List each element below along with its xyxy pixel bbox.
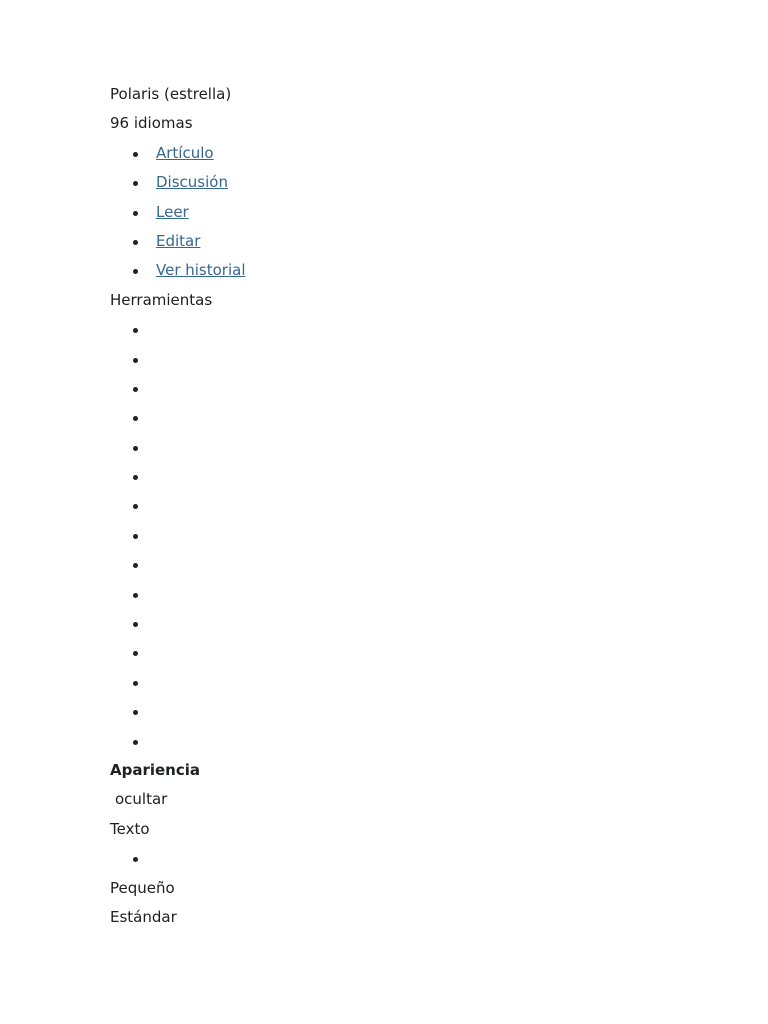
tab-read[interactable]: Leer [156, 202, 189, 221]
page-title: Polaris (estrella) [110, 85, 232, 103]
tools-list [110, 316, 710, 757]
nav-tab-item [110, 257, 710, 286]
text-size-small-option[interactable]: Pequeño [110, 878, 175, 897]
tools-list-item [110, 346, 710, 375]
nav-tab-item [110, 228, 710, 257]
tools-list-item [110, 316, 710, 345]
tools-list-item [110, 404, 710, 433]
nav-tabs-list [110, 140, 710, 287]
tools-list-item [110, 463, 710, 492]
tools-list-item [110, 698, 710, 727]
nav-tab-item [110, 199, 710, 228]
tab-history[interactable]: Ver historial [156, 261, 246, 280]
tools-list-item [110, 610, 710, 639]
tools-list-item [110, 639, 710, 668]
tools-list-item [110, 492, 710, 521]
tools-list-item [110, 434, 710, 463]
nav-tab-item [110, 169, 710, 198]
nav-tab-item [110, 140, 710, 169]
appearance-heading: Apariencia [110, 760, 201, 779]
text-size-list [110, 845, 710, 874]
tab-discussion[interactable]: Discusión [156, 173, 228, 192]
text-size-label: Texto [110, 819, 150, 838]
text-size-list-item [110, 845, 710, 874]
tools-list-item [110, 551, 710, 580]
hide-appearance-button[interactable]: ocultar [115, 790, 168, 809]
tools-menu-label[interactable]: Herramientas [110, 290, 213, 309]
page-content [110, 81, 710, 933]
tab-article[interactable]: Artículo [156, 143, 214, 162]
text-size-standard-option[interactable]: Estándar [110, 907, 177, 926]
tools-list-item [110, 375, 710, 404]
tools-list-item [110, 581, 710, 610]
tab-edit[interactable]: Editar [156, 231, 201, 250]
tools-list-item [110, 522, 710, 551]
tools-list-item [110, 728, 710, 757]
languages-button[interactable]: 96 idiomas [110, 114, 193, 133]
tools-list-item [110, 669, 710, 698]
